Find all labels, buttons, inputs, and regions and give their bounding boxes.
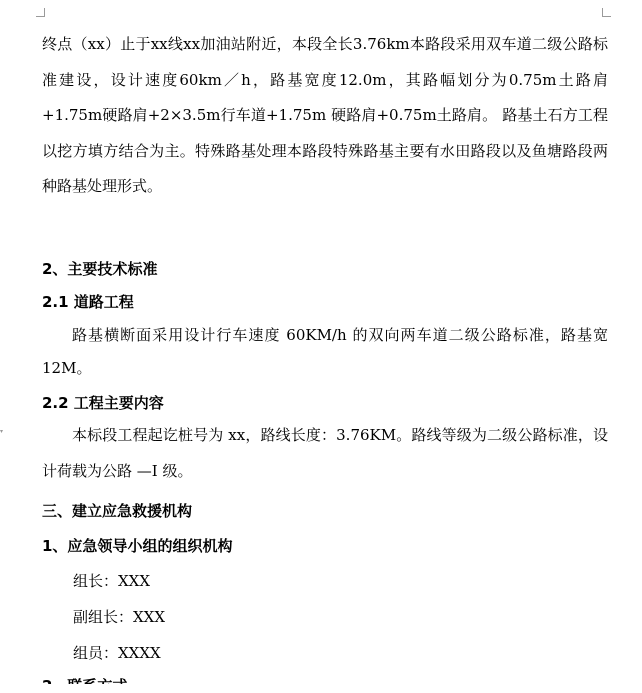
margin-arrow-icon: ▾ xyxy=(0,428,4,435)
section-3-heading: 三、建立应急救援机构 xyxy=(42,502,193,520)
section-2-2-body: 本标段工程起讫桩号为 xx，路线长度：3.76KM。路线等级为二级公路标准，设计荷载为公路 —I 级。 xyxy=(42,426,608,480)
org-member: 组员：XXXX xyxy=(73,644,161,662)
section-2-heading: 2、主要技术标准 xyxy=(42,260,158,278)
page-bottom-crop xyxy=(0,684,642,693)
section-2-1-body: 路基横断面采用设计行车速度 60KM/h 的双向两车道二级公路标准，路基宽 12M。 xyxy=(42,326,608,377)
intro-paragraph: 终点（xx）止于xx线xx加油站附近，本段全长3.76km本路段采用双车道二级公路标准建设，设计速度60km／h，路基宽度12.0m，其路幅划分为0.75m土路肩+1.75m硬路肩+2×3.5m行车道+1.75m 硬路肩+0.75m土路肩。 路基土石方工程以挖方填方结合为主。特殊路基处理本路段特殊路基主要有水田路段以及鱼塘路段两种路基处理形式。 xyxy=(42,35,608,195)
page-corner-mark-left xyxy=(36,8,45,17)
section-2-1-heading: 2.1 道路工程 xyxy=(42,293,134,311)
section-3-1-heading: 1、应急领导小组的组织机构 xyxy=(42,537,233,555)
page-corner-mark-right xyxy=(602,8,611,17)
section-2-2-heading: 2.2 工程主要内容 xyxy=(42,394,164,412)
org-leader: 组长：XXX xyxy=(73,572,151,590)
org-deputy: 副组长：XXX xyxy=(73,608,166,626)
